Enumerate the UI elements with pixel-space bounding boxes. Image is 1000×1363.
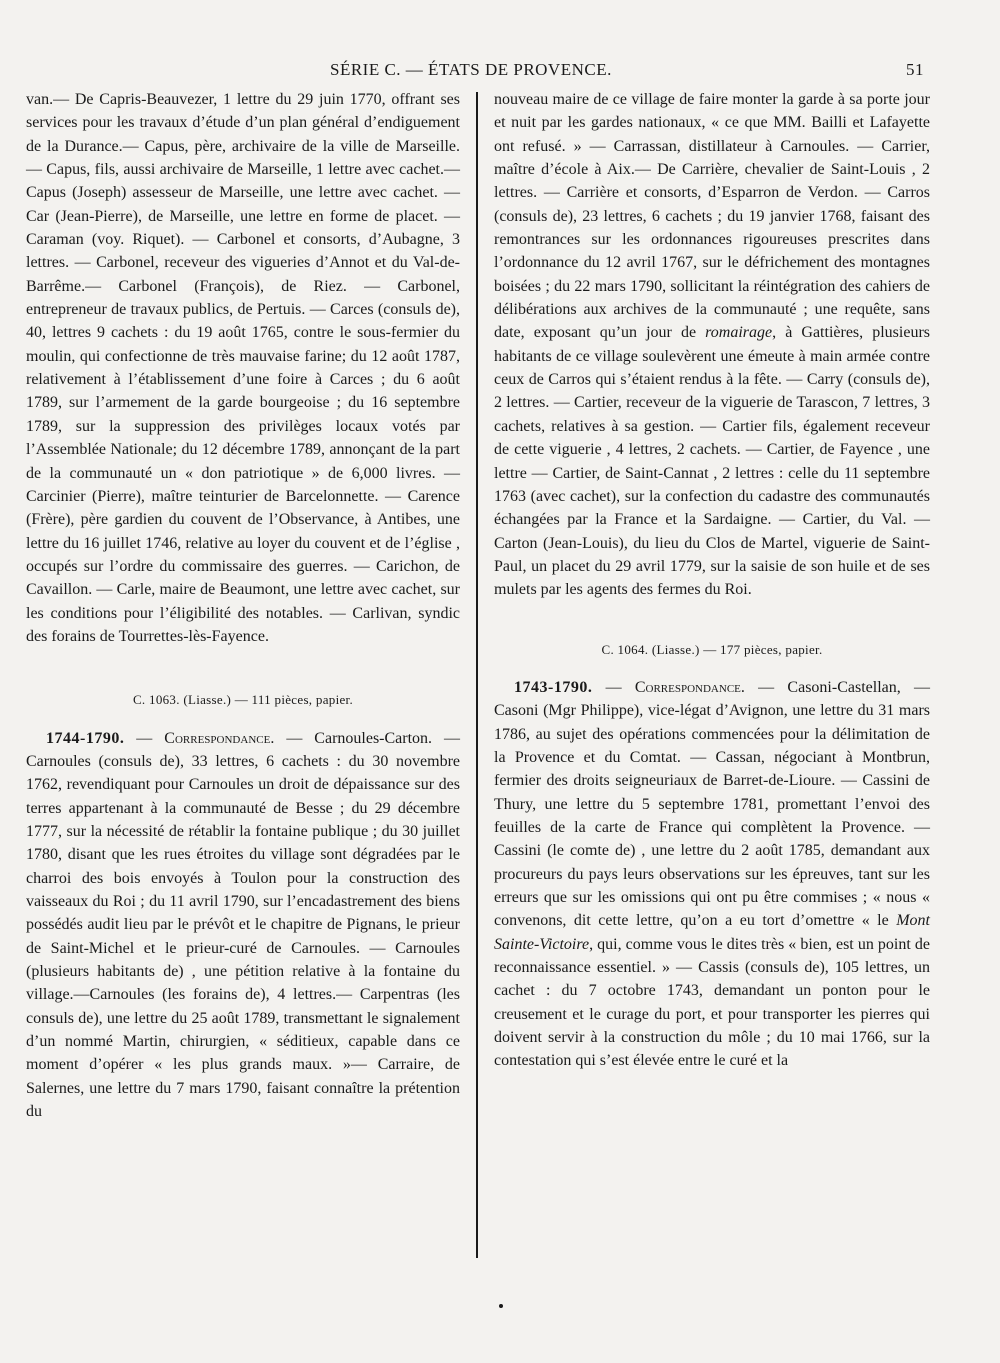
series-line-c1063: C. 1063. (Liasse.) — 111 pièces, papier. bbox=[132, 692, 354, 708]
continuation-text-1: nouveau maire de ce village de faire monter la garde à sa porte jour et nuit par les gardes nationaux, « ce que MM. Bailli et Lafayette ont refusé. » — Carrassan, distillateur à Carnoules. — Carrier, maître d’école à Aix.— De Carrière, chevalier de Saint-Louis , 2 lettres. — Carrière et consorts, d’Esparron de Verdon. — Carros (consuls de), 23 lettres, 6 cachets ; du 19 janvier 1768, faisant des remontrances sur les ordonnances rigoureuses prescrites dans l’ordonnance du 12 avril 1767, sur le défrichement des montagnes boisées ; du 22 mars 1790, sollicitant la réintégration des cahiers de délibérations aux archives de la communauté ; une requête, sans date, exposant qu’un jour de bbox=[494, 91, 930, 342]
column-divider bbox=[476, 92, 478, 1258]
continuation-paragraph: van.— De Capris-Beauvezer, 1 lettre du 29 juin 1770, offrant ses services pour les travaux d’étude d’un plan général d’endiguement de la Durance.— Capus, père, archivaire de la ville de Marseille. — Capus, fils, aussi archivaire de Marseille, 1 lettre avec cachet.— Capus (Joseph) assesseur de Marseille, une lettre avec cachet. — Car (Jean-Pierre), de Marseille, une lettre en forme de placet. — Caraman (voy. Riquet). — Carbonel et consorts, d’Aubagne, 3 lettres. — Carbonel, receveur des vigueries d’Annot et du Val-de-Barrême.— Carbonel (François), de Riez. — Carbonel, entrepreneur de travaux publics, de Pertuis. — Carces (consuls de), 40, lettres 9 cachets : du 19 août 1765, contre le sous-fermier du moulin, qui confectionne de très mauvaise farine; du 12 août 1787, relativement à l’établissement d’une foire à Carces ; du 6 août 1789, sur l’armement de la garde bourgeoise ; du 16 septembre 1789, sur la suppression des privilèges locaux votés par l’Assemblée Nationale; du 12 décembre 1789, annonçant de la part de la communauté un « don patriotique » de 6,000 livres. — Carcinier (Pierre), maître teinturier de Barcelonnette. — Carence (Frère), père gardien du couvent de l’Observance, à Antibes, une lettre du 16 juillet 1746, relative au loyer du couvent et de l’église , occupés sur l’ordre du commissaire des guerres. — Carichon, de Cavaillon. — Carle, maire de Beaumont, une lettre avec cachet, sur les conditions pour l’éligibilité des notables. — Carlivan, syndic des forains de Tourrettes-lès-Fayence. bbox=[26, 91, 460, 645]
page-number: 51 bbox=[906, 60, 924, 79]
entry-text-1: — Casoni-Castellan, — Casoni (Mgr Philippe), vice-légat d’Avignon, une lettre du 31 mars 1786, au sujet des opérations commencées pour la délimitation de la Provence et du Comtat. — Cassan, négociant à Montbrun, fermier des droits seigneuriaux de Barret-de-Lioure. — Cassini de Thury, une lettre du 5 septembre 1781, promettant l’envoi des feuilles de la carte de France qui complètent la Provence. — Cassini (le comte de) , une lettre du 2 août 1785, demandant aux procureurs du pays leurs observations sur les épreuves, tant sur les erreurs que sur les omissions qui ont pu être commises ; « nous « convenons, dit cette lettre, qu’on a eu tort d’omettre « le bbox=[494, 678, 930, 930]
entry-date-range: 1744-1790. bbox=[46, 729, 125, 747]
continuation-text-2: , à Gattières, plusieurs habitants de ce village soulevèrent une émeute à main armée contre ceux de Carros qui s’étaient rendus à la fête. — Carry (consuls de), 2 lettres. — Cartier, receveur de la viguerie de Tarascon, 7 lettres, 3 cachets, relatives à sa gestion. — Cartier fils, également receveur de cette viguerie , 4 lettres, 2 cachets. — Cartier, de Fayence , une lettre — Cartier, de Saint-Cannat , 2 lettres : celle du 11 septembre 1763 (avec cachet), sur la confection du cadastre des communautés échangées par la France et la Sardaigne. — Cartier, du Val. — Carton (Jean-Louis), du lieu du Clos de Martel, viguerie de Saint-Paul, un placet du 29 avril 1779, sur la saisie de son huile et de ses mulets par les agents des fermes du Roi. bbox=[494, 324, 931, 599]
continuation-italic-term: romairage bbox=[705, 324, 773, 342]
entry-heading: Correspondance. bbox=[634, 678, 745, 696]
entry-italic-place: Mont Sainte-Victoire bbox=[494, 912, 930, 953]
series-line-c1064: C. 1064. (Liasse.) — 177 pièces, papier. bbox=[601, 641, 823, 657]
entry-text-2: , qui, comme vous le dites très « bien, est un point de reconnaissance essentiel. » — Cassis (consuls de), 105 lettres, un cachet : du 7 octobre 1743, demandant un ponton pour le creusement et le curage du port, et pour transporter les pierres qui doivent servir à la construction du môle ; du 10 mai 1766, sur la contestation qui s’est élevée entre le curé et la bbox=[494, 935, 930, 1070]
left-column bbox=[26, 88, 460, 1123]
entry-heading: Correspondance. bbox=[164, 729, 275, 747]
entry-c1064: 1743-1790. — Correspondance. — Casoni-Castellan, — Casoni (Mgr Philippe), vice-légat d’Avignon, une lettre du 31 mars 1786, au sujet des opérations commencées pour la délimitation de la Provence et du Comtat. — Cassan, négociant à Montbrun, fermier des droits seigneuriaux de Barret-de-Lioure. — Cassini de Thury, une lettre du 5 septembre 1781, promettant l’envoi des feuilles de la carte de France qui complètent la Provence. — Cassini (le comte de) , une lettre du 2 août 1785, demandant aux procureurs du pays leurs observations sur les épreuves, tant sur les erreurs que sur les omissions qui ont pu être commises ; « nous « convenons, dit cette lettre, qu’on a eu tort d’omettre « le Mont Sainte-Victoire, qui, comme vous le dites très « bien, est un point de reconnaissance essentiel. » — Cassis (consuls de), 105 lettres, un cachet : du 7 octobre 1743, demandant un ponton pour le creusement et le curage du port, et pour transporter les pierres qui doivent servir à la construction du môle ; du 10 mai 1766, sur la contestation qui s’est élevée entre le curé et la bbox=[494, 678, 930, 1070]
entry-text: — Carnoules-Carton. — Carnoules (consuls de), 33 lettres, 6 cachets : du 30 novembre 1762, revendiquant pour Carnoules un droit de dépaissance sur des terres appartenant à la communauté de Besse ; du 29 décembre 1777, sur la nécessité de rétablir la fontaine publique ; du 30 juillet 1780, disant que les rues étroites du village sont dégradées par le charroi des bois envoyés à Toulon pour la construction des vaisseaux du Roi ; du 11 avril 1790, sur l’encadastrement des biens possédés audit lieu par le prévôt et le chapitre de Pignans, le prieur de Saint-Michel et le prieur-curé de Carnoules. — Carnoules (plusieurs habitants de) , une pétition relative à la fontaine du village.—Carnoules (les forains de), 4 lettres.— Carpentras (les consuls de), une lettre du 25 août 1789, transmettant le signalement d’un nommé Martin, chirurgien, « séditieux, capable dans ce moment d’opérer « les plus grands maux. »— Carraire, de Salernes, une lettre du 7 mars 1790, faisant connaître la prétention du bbox=[26, 729, 461, 1121]
continuation-paragraph bbox=[494, 88, 930, 602]
page-title: SÉRIE C. — ÉTATS DE PROVENCE. bbox=[330, 60, 612, 79]
entry-c1063: 1744-1790. — Correspondance. — Carnoules-Carton. — Carnoules (consuls de), 33 lettres, 6 cachets : du 30 novembre 1762, revendiquant pour Carnoules un droit de dépaissance sur des terres appartenant à la communauté de Besse ; du 29 décembre 1777, sur la nécessité de rétablir la fontaine publique ; du 30 juillet 1780, disant que les rues étroites du village sont dégradées par le charroi des bois envoyés à Toulon pour la construction des vaisseaux du Roi ; du 11 avril 1790, sur l’encadastrement des biens possédés audit lieu par le prévôt et le chapitre de Pignans, le prieur de Saint-Michel et le prieur-curé de Carnoules. — Carnoules (plusieurs habitants de) , une pétition relative à la fontaine du village.—Carnoules (les forains de), 4 lettres.— Carpentras (les consuls de), une lettre du 25 août 1789, transmettant le signalement d’un nommé Martin, chirurgien, « séditieux, capable dans ce moment d’opérer « les plus grands maux. »— Carraire, de Salernes, une lettre du 7 mars 1790, faisant connaître la prétention du bbox=[26, 729, 461, 1121]
right-column bbox=[494, 88, 930, 1073]
print-speck bbox=[499, 1304, 503, 1308]
entry-date-range: 1743-1790. bbox=[514, 678, 593, 696]
